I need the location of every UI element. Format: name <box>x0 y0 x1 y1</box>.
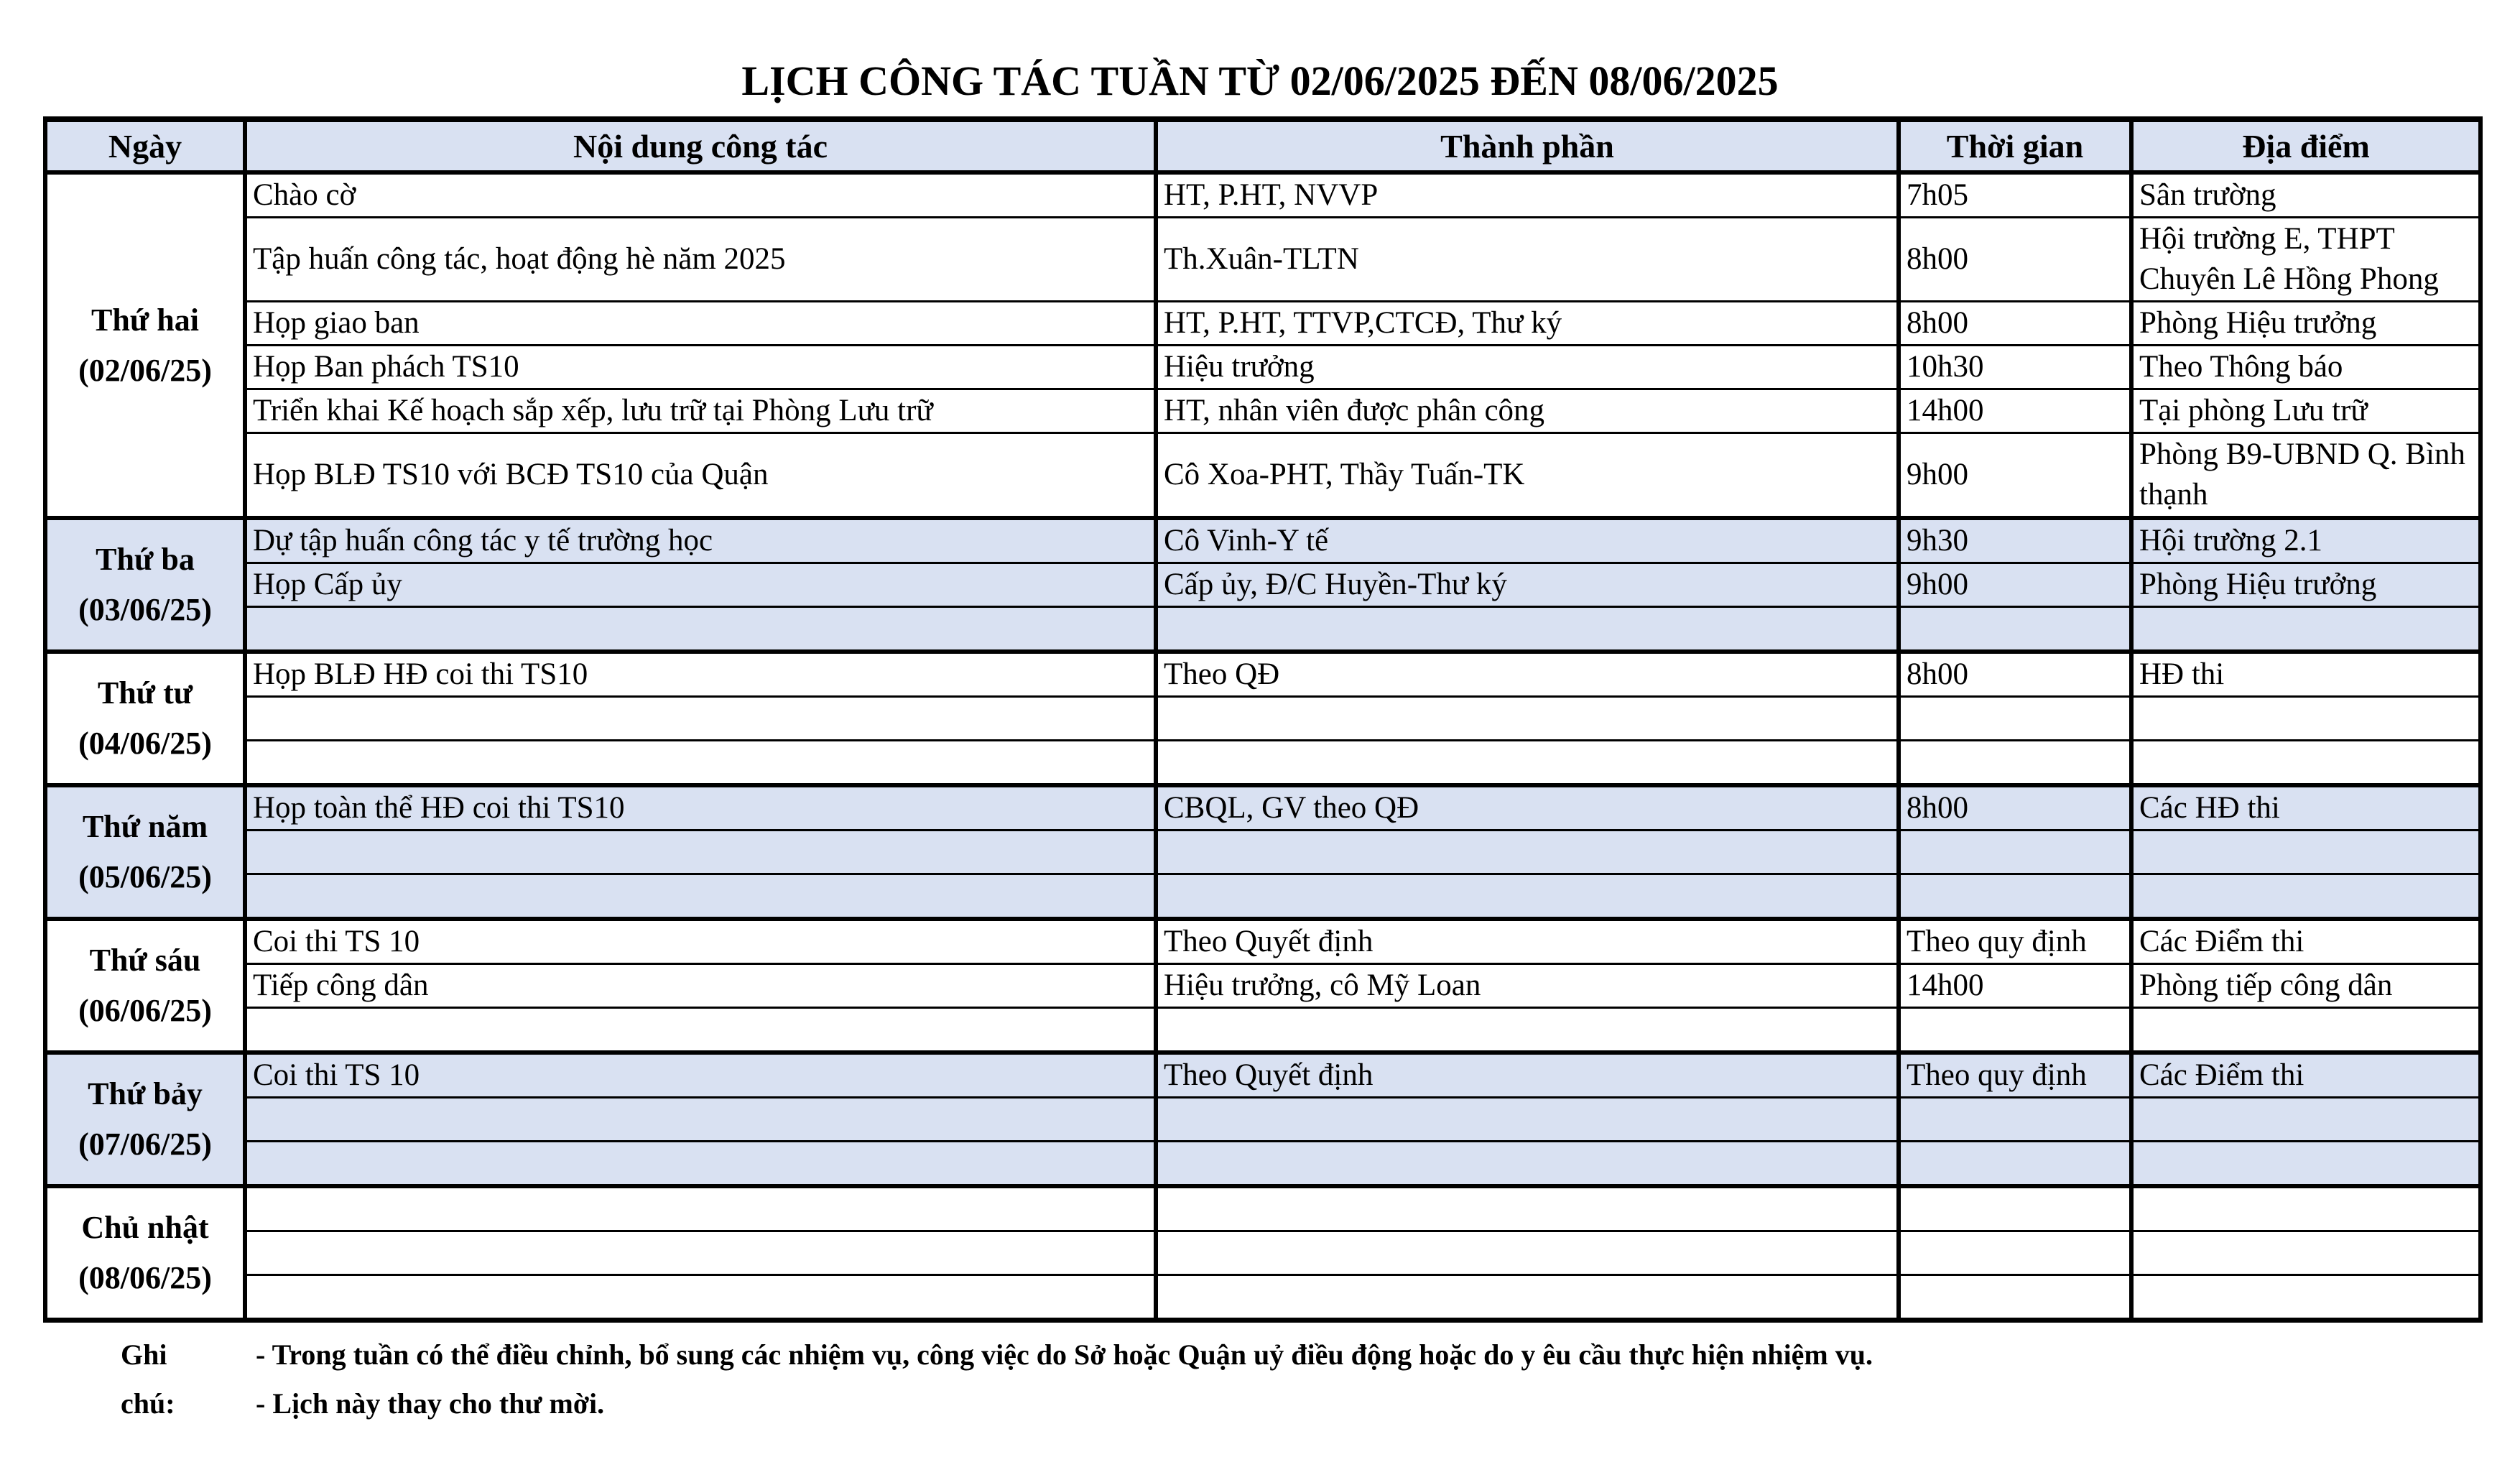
participants-cell: Theo Quyết định <box>1156 1053 1899 1098</box>
participants-cell: Theo QĐ <box>1156 652 1899 697</box>
day-group <box>45 1186 2480 1320</box>
participants-cell: Cô Xoa-PHT, Thầy Tuấn-TK <box>1156 433 1899 519</box>
day-date: (06/06/25) <box>78 993 212 1028</box>
table-row <box>45 1275 2480 1320</box>
participants-cell: Hiệu trưởng, cô Mỹ Loan <box>1156 964 1899 1008</box>
time-cell: Theo quy định <box>1899 919 2131 964</box>
participants-cell: HT, P.HT, NVVP <box>1156 172 1899 218</box>
day-cell <box>45 518 245 652</box>
table-row <box>45 785 2480 831</box>
time-cell <box>1899 607 2131 652</box>
place-cell: HĐ thi <box>2131 652 2480 697</box>
place-cell: Theo Thông báo <box>2131 346 2480 389</box>
place-cell: Tại phòng Lưu trữ <box>2131 389 2480 433</box>
participants-cell: HT, nhân viên được phân công <box>1156 389 1899 433</box>
place-cell <box>2131 697 2480 741</box>
place-cell <box>2131 1275 2480 1320</box>
participants-cell <box>1156 607 1899 652</box>
time-cell <box>1899 1098 2131 1142</box>
content-cell <box>245 831 1156 874</box>
participants-cell <box>1156 831 1899 874</box>
content-cell <box>245 1142 1156 1187</box>
participants-cell <box>1156 1275 1899 1320</box>
time-cell <box>1899 741 2131 786</box>
notes-label: Ghi chú: <box>121 1338 175 1420</box>
day-name: Thứ hai <box>91 302 199 338</box>
day-cell <box>45 919 245 1053</box>
place-cell: Các Điểm thi <box>2131 919 2480 964</box>
table-row <box>45 1053 2480 1098</box>
content-cell: Tiếp công dân <box>245 964 1156 1008</box>
table-row <box>45 1231 2480 1275</box>
day-group <box>45 652 2480 785</box>
day-name: Thứ bảy <box>88 1076 203 1111</box>
time-cell <box>1899 1231 2131 1275</box>
place-cell: Hội trường 2.1 <box>2131 518 2480 563</box>
time-cell <box>1899 831 2131 874</box>
table-row <box>45 563 2480 607</box>
content-cell <box>245 697 1156 741</box>
day-name: Chủ nhật <box>81 1210 209 1245</box>
participants-cell <box>1156 697 1899 741</box>
day-group <box>45 919 2480 1053</box>
table-row <box>45 433 2480 519</box>
time-cell <box>1899 1275 2131 1320</box>
day-name: Thứ tư <box>97 675 193 711</box>
content-cell: Họp BLĐ HĐ coi thi TS10 <box>245 652 1156 697</box>
place-cell <box>2131 1008 2480 1053</box>
day-name: Thứ sáu <box>89 943 201 978</box>
time-cell: 8h00 <box>1899 785 2131 831</box>
notes-lines <box>256 1331 1873 1428</box>
day-cell <box>45 1053 245 1186</box>
content-cell: Họp Ban phách TS10 <box>245 346 1156 389</box>
day-date: (03/06/25) <box>78 592 212 627</box>
time-cell: 9h30 <box>1899 518 2131 563</box>
table-row <box>45 874 2480 920</box>
place-cell: Phòng Hiệu trưởng <box>2131 302 2480 346</box>
day-name: Thứ ba <box>96 542 195 577</box>
time-cell: 10h30 <box>1899 346 2131 389</box>
place-cell: Các Điểm thi <box>2131 1053 2480 1098</box>
content-cell: Triển khai Kế hoạch sắp xếp, lưu trữ tại Phòng Lưu trữ <box>245 389 1156 433</box>
content-cell: Chào cờ <box>245 172 1156 218</box>
time-cell <box>1899 1186 2131 1231</box>
content-cell <box>245 741 1156 786</box>
table-row <box>45 1142 2480 1187</box>
page-title: LỊCH CÔNG TÁC TUẦN TỪ 02/06/2025 ĐẾN 08/06/2025 <box>741 57 1779 104</box>
day-date: (02/06/25) <box>78 352 212 388</box>
day-date: (07/06/25) <box>78 1127 212 1162</box>
participants-cell: HT, P.HT, TTVP,CTCĐ, Thư ký <box>1156 302 1899 346</box>
participants-cell <box>1156 1098 1899 1142</box>
participants-cell: Cấp ủy, Đ/C Huyền-Thư ký <box>1156 563 1899 607</box>
time-cell: 9h00 <box>1899 563 2131 607</box>
place-cell <box>2131 741 2480 786</box>
content-cell <box>245 874 1156 920</box>
place-cell <box>2131 1142 2480 1187</box>
content-cell <box>245 1008 1156 1053</box>
header-content: Nội dung công tác <box>245 119 1156 172</box>
content-cell <box>245 1186 1156 1231</box>
table-row <box>45 346 2480 389</box>
content-cell <box>245 1275 1156 1320</box>
day-group <box>45 1053 2480 1186</box>
table-row <box>45 607 2480 652</box>
table-row <box>45 1008 2480 1053</box>
header-time: Thời gian <box>1899 119 2131 172</box>
table-row <box>45 652 2480 697</box>
schedule-table <box>43 116 2483 1323</box>
participants-cell <box>1156 1231 1899 1275</box>
content-cell <box>245 1098 1156 1142</box>
participants-cell: Hiệu trưởng <box>1156 346 1899 389</box>
participants-cell <box>1156 1142 1899 1187</box>
place-cell: Các HĐ thi <box>2131 785 2480 831</box>
day-group <box>45 785 2480 919</box>
time-cell: 14h00 <box>1899 389 2131 433</box>
day-date: (05/06/25) <box>78 859 212 894</box>
day-cell <box>45 172 245 518</box>
place-cell: Phòng Hiệu trưởng <box>2131 563 2480 607</box>
time-cell: 9h00 <box>1899 433 2131 519</box>
place-cell <box>2131 1231 2480 1275</box>
place-cell: Hội trường E, THPT Chuyên Lê Hồng Phong <box>2131 218 2480 302</box>
header-participants: Thành phần <box>1156 119 1899 172</box>
content-cell: Tập huấn công tác, hoạt động hè năm 2025 <box>245 218 1156 302</box>
table-row <box>45 389 2480 433</box>
time-cell <box>1899 1142 2131 1187</box>
table-row <box>45 302 2480 346</box>
content-cell: Họp Cấp ủy <box>245 563 1156 607</box>
place-cell <box>2131 1098 2480 1142</box>
day-name: Thứ năm <box>82 809 208 844</box>
table-row <box>45 741 2480 786</box>
participants-cell: Theo Quyết định <box>1156 919 1899 964</box>
content-cell: Dự tập huấn công tác y tế trường học <box>245 518 1156 563</box>
header-day: Ngày <box>45 119 245 172</box>
content-cell: Coi thi TS 10 <box>245 1053 1156 1098</box>
participants-cell: Cô Vinh-Y tế <box>1156 518 1899 563</box>
participants-cell <box>1156 1008 1899 1053</box>
note-line: - Trong tuần có thể điều chỉnh, bổ sung các nhiệm vụ, công việc do Sở hoặc Quận uỷ điều động hoặc do y êu cầu thực hiện nhiệm vụ. <box>256 1338 1873 1371</box>
time-cell <box>1899 874 2131 920</box>
table-row <box>45 518 2480 563</box>
table-row <box>45 831 2480 874</box>
participants-cell <box>1156 874 1899 920</box>
time-cell: 7h05 <box>1899 172 2131 218</box>
table-row <box>45 1098 2480 1142</box>
content-cell <box>245 607 1156 652</box>
place-cell: Phòng B9-UBND Q. Bình thạnh <box>2131 433 2480 519</box>
note-line: - Lịch này thay cho thư mời. <box>256 1387 605 1420</box>
table-row <box>45 919 2480 964</box>
header-place: Địa điểm <box>2131 119 2480 172</box>
participants-cell: Th.Xuân-TLTN <box>1156 218 1899 302</box>
day-cell <box>45 1186 245 1320</box>
table-row <box>45 964 2480 1008</box>
content-cell <box>245 1231 1156 1275</box>
place-cell <box>2131 1186 2480 1231</box>
day-cell <box>45 785 245 919</box>
place-cell: Sân trường <box>2131 172 2480 218</box>
place-cell: Phòng tiếp công dân <box>2131 964 2480 1008</box>
table-row <box>45 218 2480 302</box>
day-date: (08/06/25) <box>78 1260 212 1295</box>
time-cell: Theo quy định <box>1899 1053 2131 1098</box>
time-cell <box>1899 697 2131 741</box>
table-row <box>45 1186 2480 1231</box>
day-group <box>45 172 2480 518</box>
day-group <box>45 518 2480 652</box>
header-row <box>45 119 2480 172</box>
content-cell: Coi thi TS 10 <box>245 919 1156 964</box>
place-cell <box>2131 874 2480 920</box>
time-cell: 8h00 <box>1899 302 2131 346</box>
place-cell <box>2131 831 2480 874</box>
day-cell <box>45 652 245 785</box>
content-cell: Họp BLĐ TS10 với BCĐ TS10 của Quận <box>245 433 1156 519</box>
time-cell: 14h00 <box>1899 964 2131 1008</box>
time-cell <box>1899 1008 2131 1053</box>
participants-cell: CBQL, GV theo QĐ <box>1156 785 1899 831</box>
time-cell: 8h00 <box>1899 652 2131 697</box>
content-cell: Họp giao ban <box>245 302 1156 346</box>
table-row <box>45 697 2480 741</box>
content-cell: Họp toàn thể HĐ coi thi TS10 <box>245 785 1156 831</box>
time-cell: 8h00 <box>1899 218 2131 302</box>
table-row <box>45 172 2480 218</box>
place-cell <box>2131 607 2480 652</box>
participants-cell <box>1156 741 1899 786</box>
day-date: (04/06/25) <box>78 726 212 761</box>
participants-cell <box>1156 1186 1899 1231</box>
